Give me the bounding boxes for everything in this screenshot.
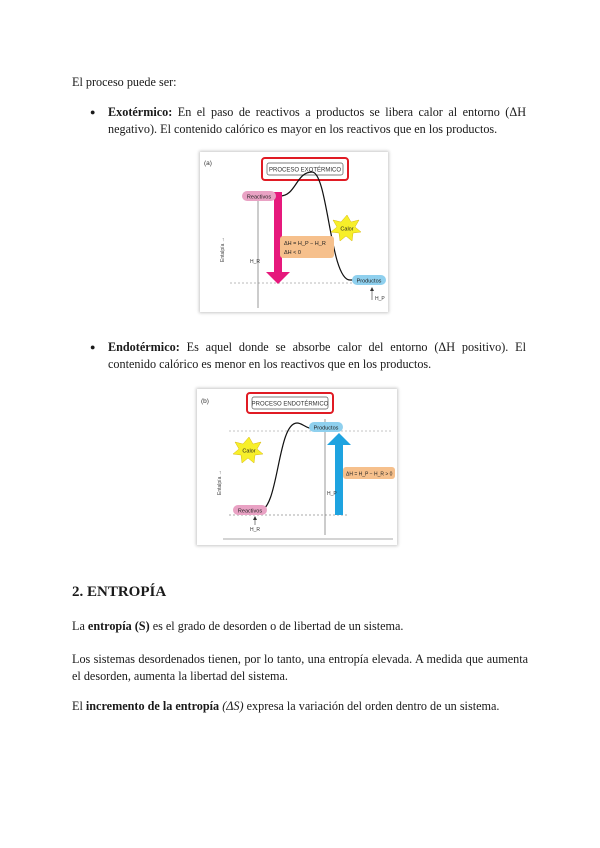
p3-pre: El xyxy=(72,699,86,713)
p1-pre: La xyxy=(72,619,88,633)
exo-title: PROCESO EXOTÉRMICO xyxy=(268,167,342,174)
exo-productos-label: Productos xyxy=(356,278,382,285)
endo-text: Es aquel donde se absorbe calor del entorno (ΔH positivo). El contenido calórico es menor en los reactivos que en los productos. xyxy=(108,340,526,371)
endo-hr-pointer-head xyxy=(253,516,257,520)
endo-energy-curve xyxy=(249,423,327,511)
exo-paragraph xyxy=(108,104,526,138)
intro-text: El proceso puede ser: xyxy=(72,75,177,89)
endo-arrow-shaft xyxy=(335,445,343,515)
p3-post: expresa la variación del orden dentro de un sistema. xyxy=(243,699,500,713)
exothermic-figure xyxy=(200,152,388,312)
endo-title: PROCESO ENDOTÉRMICO xyxy=(251,401,329,408)
exo-arrow-head xyxy=(266,272,290,284)
section-title: ENTROPÍA xyxy=(87,584,167,600)
entropy-definition xyxy=(72,618,528,635)
p3-symbol: (ΔS) xyxy=(219,699,244,713)
exo-delta-eq1: ΔH = H_P − H_R xyxy=(284,241,326,247)
p3-bold: incremento de la entropía xyxy=(85,699,220,713)
exo-calor-label: Calor xyxy=(340,226,354,233)
exo-hr-label: H_R xyxy=(250,259,261,265)
exo-hp-label: H_P xyxy=(375,296,385,302)
exo-delta-eq2: ΔH < 0 xyxy=(284,250,301,256)
entropy-increment-paragraph xyxy=(72,698,528,715)
section-heading xyxy=(72,584,166,601)
section-number: 2. xyxy=(72,584,84,600)
exo-hp-pointer-head xyxy=(370,287,374,291)
exo-text: En el paso de reactivos a productos se libera calor al entorno (ΔH negativo). El contenido calórico es mayor en los reactivos que en los productos. xyxy=(108,105,526,136)
endo-panel-label: (b) xyxy=(201,398,209,405)
entropy-disorder-paragraph: Los sistemas desordenados tienen, por lo tanto, una entropía elevada. A medida que aumenta el desorden, aumenta la libertad del sistema. xyxy=(72,652,528,683)
endo-calor-label: Calor xyxy=(242,448,256,455)
exo-term: Exotérmico: xyxy=(108,105,173,119)
endo-axis-label: Entalpía → xyxy=(217,470,223,495)
endo-productos-label: Productos xyxy=(313,425,339,432)
exo-axis-label: Entalpía → xyxy=(220,237,226,262)
exo-panel-label: (a) xyxy=(204,160,212,167)
endo-term: Endotérmico: xyxy=(108,340,180,354)
endo-hr-label: H_R xyxy=(250,527,261,533)
endo-paragraph xyxy=(108,339,526,373)
exo-reactivos-label: Reactivos xyxy=(246,194,272,201)
bullet-exo: ● xyxy=(90,107,96,117)
p1-post: es el grado de desorden o de libertad de un sistema. xyxy=(149,619,404,633)
endo-reactivos-label: Reactivos xyxy=(237,508,263,515)
endo-delta-eq: ΔH = H_P − H_R > 0 xyxy=(346,471,393,478)
p1-bold: entropía (S) xyxy=(87,619,150,633)
endo-hp-label: H_P xyxy=(327,491,337,497)
exo-arrow-shaft xyxy=(274,192,282,272)
bullet-endo: ● xyxy=(90,342,96,352)
endothermic-figure xyxy=(197,389,397,545)
endo-arrow-head xyxy=(327,433,351,445)
